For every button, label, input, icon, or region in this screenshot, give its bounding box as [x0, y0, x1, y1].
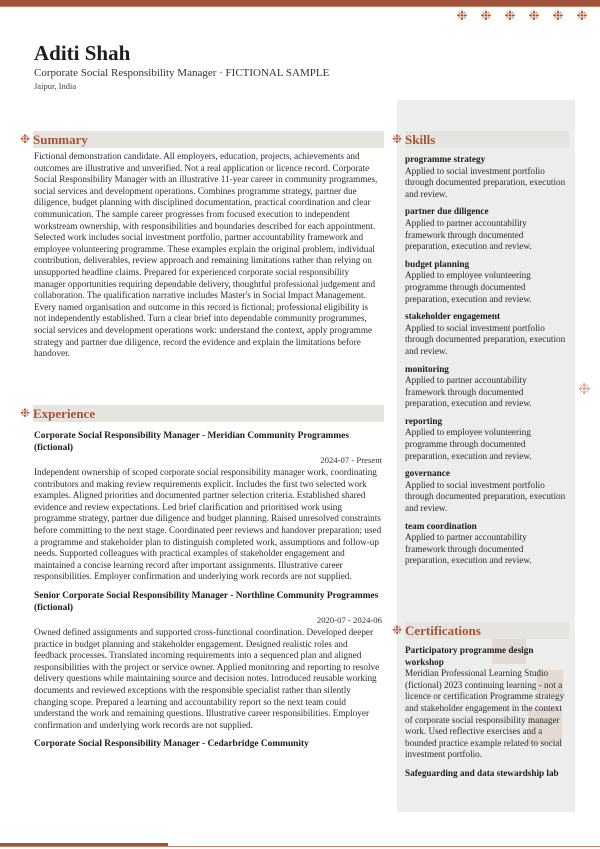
candidate-role: Corporate Social Responsibility Manager · FICTIONAL SAMPLE	[34, 67, 330, 79]
bottom-accent-line	[0, 846, 600, 847]
skill-description: Applied to social investment portfolio through documented preparation, execution and review.	[405, 165, 566, 199]
skill-description: Applied to partner accountability framework through documented preparation, execution and review.	[405, 532, 532, 566]
flower-ornament-icon: ❉	[504, 8, 516, 23]
skill-item	[405, 521, 567, 567]
summary-heading: Summary	[33, 131, 88, 147]
flower-ornament-icon: ❉	[391, 623, 403, 637]
side-flower-ornament-icon: ❉	[578, 382, 591, 398]
certification-description: Meridian Professional Learning Studio (fictional) 2023 continuing learning - not a licence or certification Programme strategy and stakeholder engagement in the context of corporate social responsibility manager work. Used reflective exercises and a bounded practice example related to social investment portfolio.	[405, 668, 565, 760]
skills-section-header	[391, 131, 569, 148]
skills-section	[405, 154, 567, 573]
skill-description: Applied to employee volunteering programme through documented preparation, execution and review.	[405, 270, 532, 304]
flower-ornament-icon: ❉	[480, 8, 492, 23]
skill-name: budget planning	[405, 258, 470, 269]
experience-entry	[34, 738, 382, 750]
skill-name: team coordination	[405, 520, 477, 531]
experience-section	[34, 430, 382, 757]
skill-name: governance	[405, 468, 450, 479]
certification-item	[405, 645, 567, 761]
flower-ornament-icon: ❉	[19, 132, 31, 146]
experience-entry	[34, 430, 382, 583]
certifications-section	[405, 645, 567, 787]
ornament-row	[454, 8, 590, 24]
summary-section-header	[19, 131, 384, 148]
skill-description: Applied to partner accountability framework through documented preparation, execution and review.	[405, 375, 532, 409]
experience-section-header	[19, 405, 384, 422]
flower-ornament-icon: ❉	[528, 8, 540, 23]
certification-name: Participatory programme design workshop	[405, 645, 534, 667]
skill-name: partner due diligence	[405, 206, 489, 217]
skill-name: monitoring	[405, 363, 449, 374]
top-accent-line	[0, 6, 600, 7]
job-title: Corporate Social Responsibility Manager - Meridian Community Programmes (fictional)	[34, 431, 349, 453]
skill-description: Applied to social investment portfolio through documented preparation, execution and review.	[405, 479, 566, 514]
skills-heading: Skills	[405, 131, 436, 147]
skill-item	[405, 259, 567, 305]
job-dates: 2020-07 - 2024-06	[316, 614, 382, 625]
flower-ornament-icon: ❉	[391, 132, 403, 146]
job-title: Senior Corporate Social Responsibility Manager - Northline Community Programmes (fictional)	[34, 590, 379, 613]
experience-heading: Experience	[33, 405, 96, 421]
summary-text: Fictional demonstration candidate. All employers, education, projects, achievements and outcomes are illustrative and unverified. Not a real application or licence record. Corporate Social Responsibility Manager with an illustrative 11-year career in community programmes, social services and development operations. Combines programme strategy, partner due diligence, budget planning with disciplined documentation, practical coordination and clear communication. The sample career progresses from focused execution to independent workstream ownership, with responsibilities and boundaries described for each appointment. Selected work includes social investment portfolio, partner accountability framework and employee volunteering programme. These examples explain the original problem, individual contribution, deliverables, review approach and remaining limitations rather than relying on unsupported headline claims. Prepared for experienced corporate social responsibility manager opportunities requiring dependable delivery, thoughtful professional judgement and collaboration. The qualification narrative includes Master's in Social Impact Management. Every named organisation and outcome in this record is fictional; professional eligibility is not independently established. Turn a clear brief into dependable community programmes, social services and development operations work: understand the context, apply programme strategy and partner due diligence, record the evidence and explain the limitations before handover.	[34, 151, 378, 359]
skill-item	[405, 206, 567, 252]
job-title: Corporate Social Responsibility Manager - Cedarbridge Community	[34, 739, 309, 750]
skill-name: reporting	[405, 415, 443, 426]
skill-name: stakeholder engagement	[405, 311, 501, 322]
skill-item	[405, 311, 567, 357]
job-description: Independent ownership of scoped corporate social responsibility manager work, coordinating contributors and making review requirements explicit. Includes the first two selected work examples. Aligned priorities and documented partner selection criteria. Established shared evidence and review expectations. Led brief clarification and prioritised work using programme strategy, partner due diligence and budget planning. Raised unresolved constraints before committing to the next stage. Coordinated peer reviews and handover preparation; used a programme and stakeholder plan to distinguish completed work, assumptions and follow-up needs. Supported colleagues with practical examples of stakeholder engagement and maintained a concise learning record after important assignments. Illustrative career responsibilities. Employer confirmation and underlying work records are not supplied.	[34, 467, 382, 582]
certification-item	[405, 768, 567, 780]
skill-description: Applied to social investment portfolio through documented preparation, execution and review.	[405, 322, 566, 356]
skill-item	[405, 468, 567, 514]
skill-item	[405, 154, 567, 200]
job-description: Owned defined assignments and supported cross-functional coordination. Developed deeper practice in budget planning and stakeholder engagement. Designed realistic roles and feedback processes. Translated incoming requirements into a sequenced plan and aligned responsibilities with the project or service owner. Applied monitoring and reporting to resolve delivery questions while maintaining source and decision notes. Introduced reusable working documents and reviewed exceptions with the responsible specialist rather than silently changing scope. Prepared a learning and accountability report so the next team could understand the work and remaining questions. Illustrative career responsibilities. Employer confirmation and underlying work records are not supplied.	[34, 626, 380, 730]
skill-description: Applied to partner accountability framework through documented preparation, execution and review.	[405, 217, 532, 252]
certifications-section-header	[391, 622, 569, 639]
flower-ornament-icon: ❉	[456, 8, 468, 23]
resume-header	[34, 42, 329, 91]
candidate-location: Jaipur, India	[34, 81, 77, 91]
flower-ornament-icon: ❉	[19, 406, 31, 420]
certification-name: Safeguarding and data stewardship lab	[405, 767, 559, 778]
skill-name: programme strategy	[405, 154, 486, 164]
candidate-name: Aditi Shah	[34, 41, 131, 65]
flower-ornament-icon: ❉	[576, 8, 588, 23]
skill-item	[405, 416, 567, 462]
experience-entry	[34, 590, 382, 731]
flower-ornament-icon: ❉	[552, 8, 564, 23]
skill-item	[405, 364, 567, 410]
skill-description: Applied to employee volunteering programme through documented preparation, execution and review.	[405, 427, 532, 461]
summary-section	[34, 151, 382, 360]
job-dates: 2024-07 - Present	[320, 455, 382, 465]
certifications-heading: Certifications	[405, 622, 481, 638]
